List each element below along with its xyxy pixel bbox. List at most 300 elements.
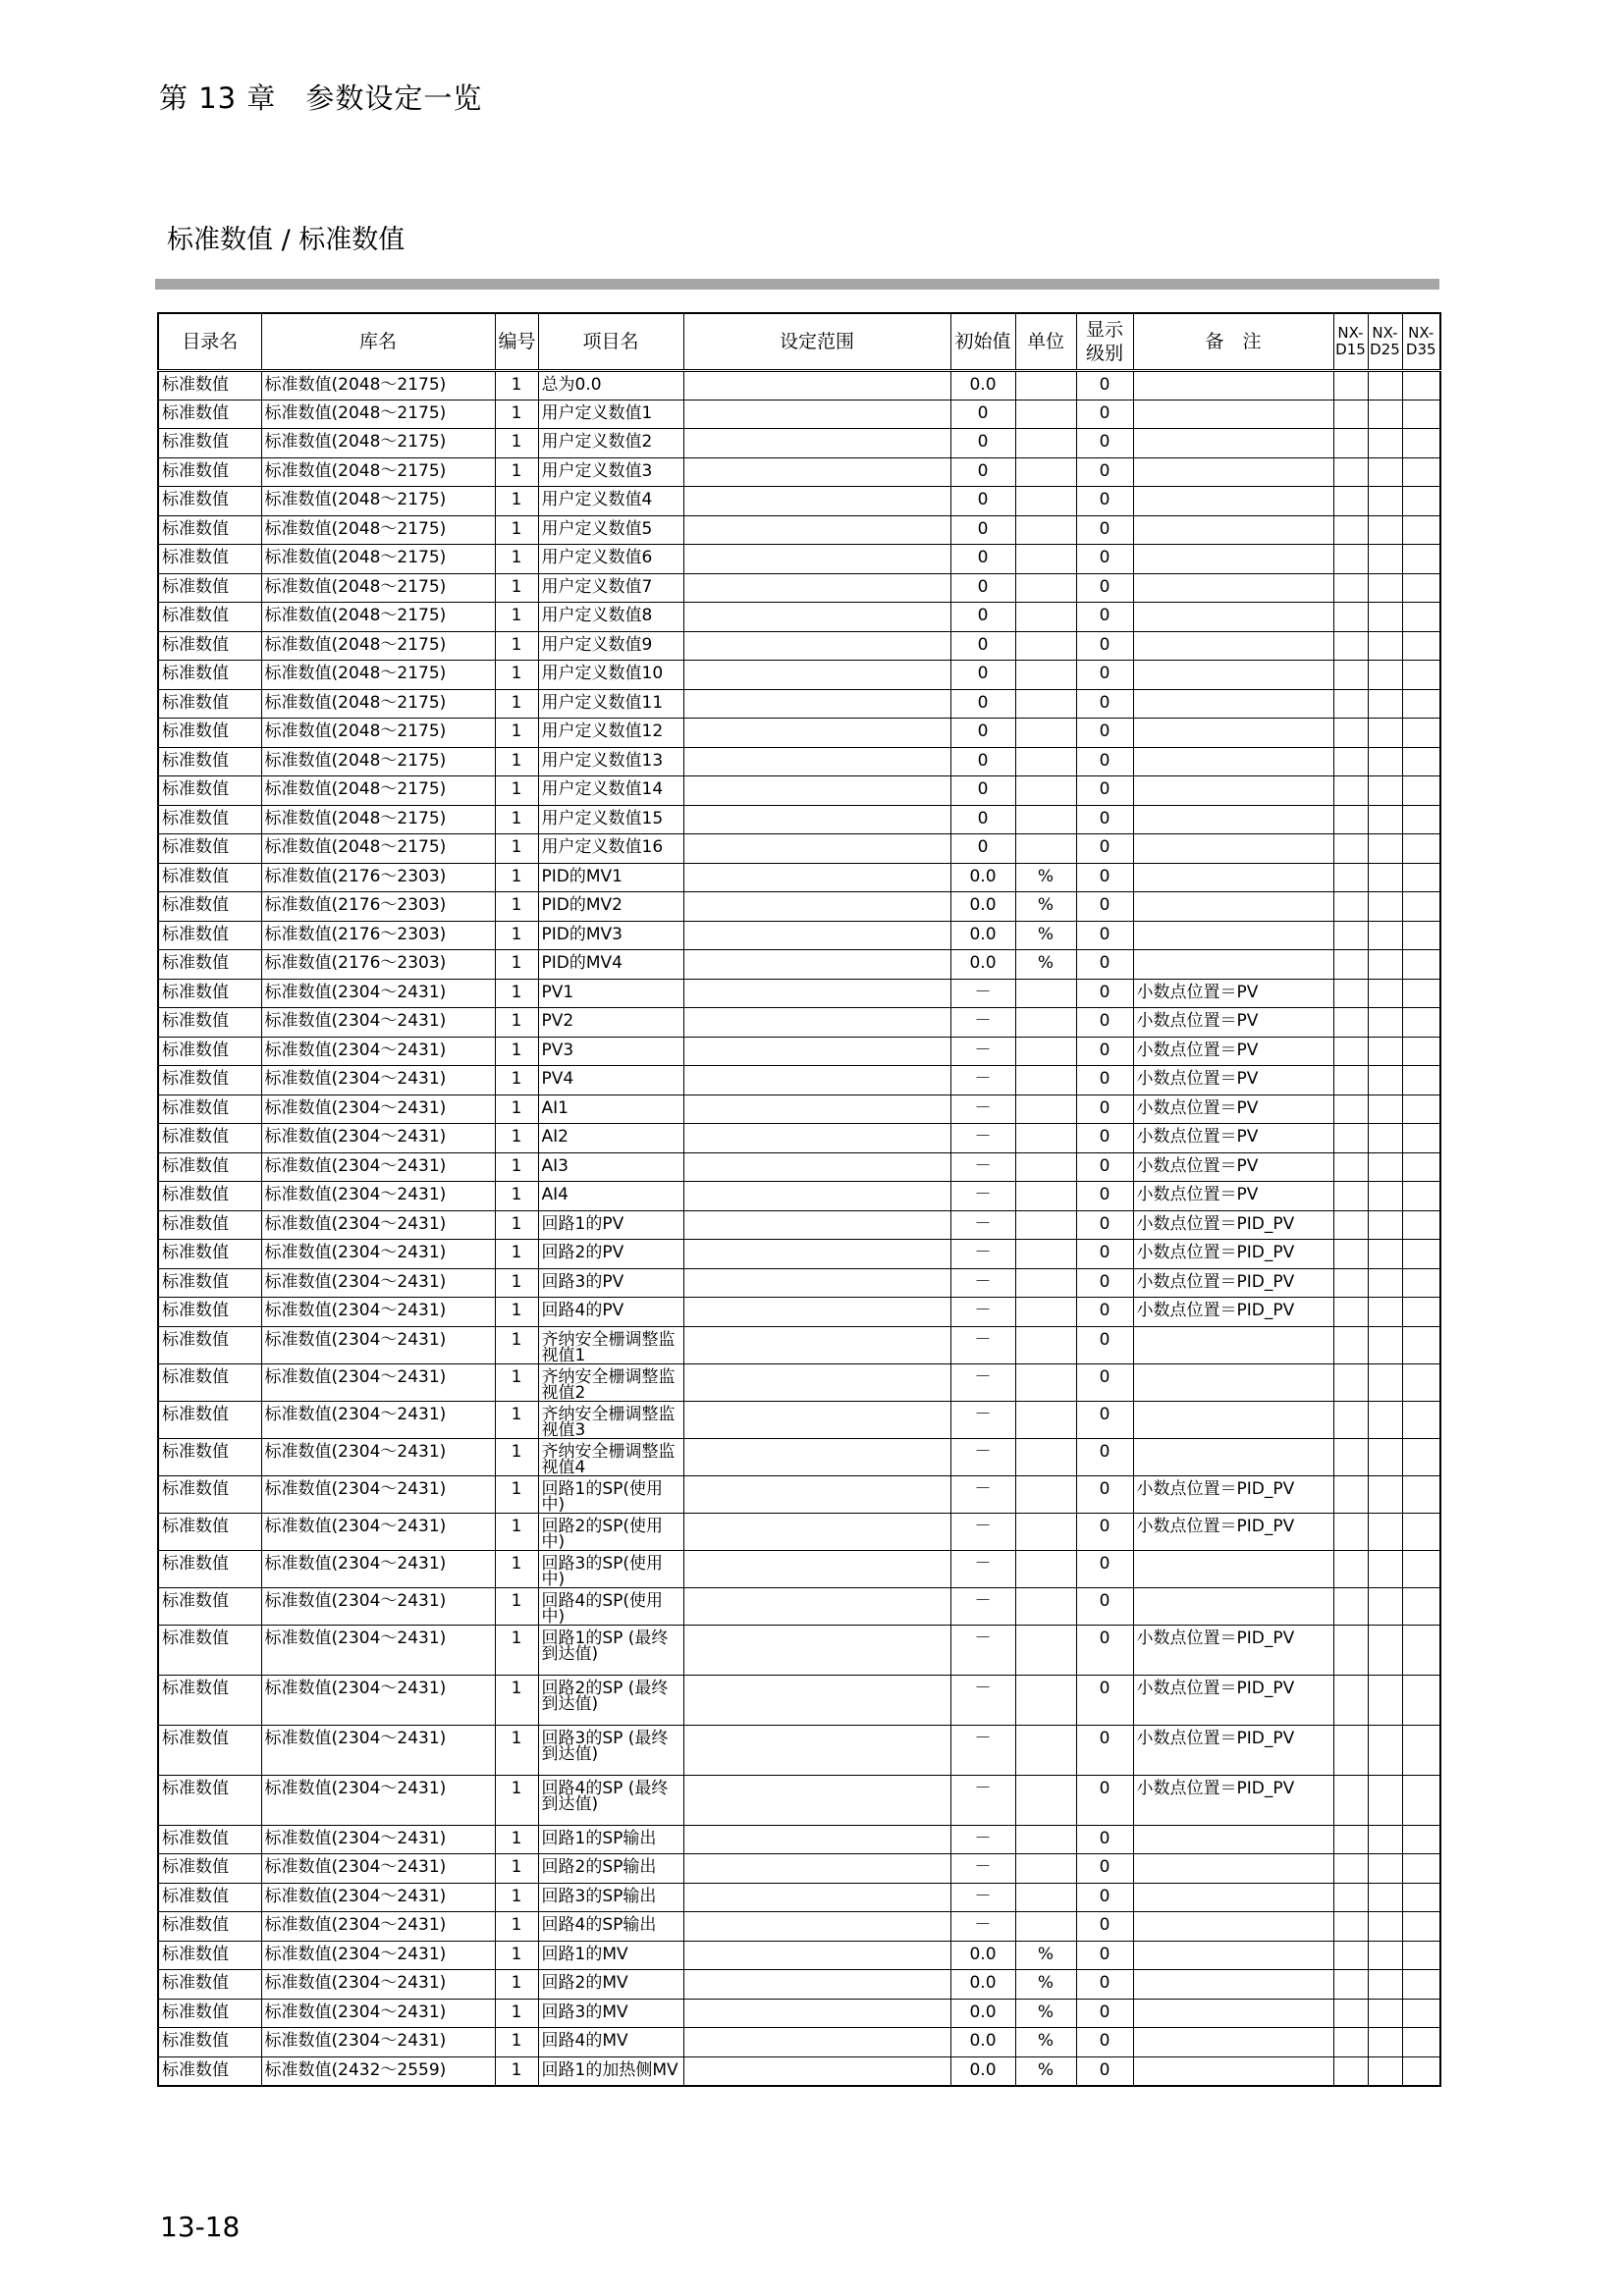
cell-unit [1015,1825,1076,1854]
cell-nx-d15 [1333,2028,1368,2057]
table-row [158,834,1440,864]
cell-nx-d15 [1333,1625,1368,1675]
cell-range [683,545,950,574]
cell-unit [1015,457,1076,487]
cell-number: 1 [495,921,538,950]
cell-item: 回路2的SP输出 [538,1854,683,1884]
cell-nx-d25 [1368,1912,1402,1942]
cell-nx-d35 [1402,371,1440,400]
cell-nx-d25 [1368,1008,1402,1038]
cell-unit [1015,1066,1076,1095]
cell-range [683,1475,950,1513]
cell-nx-d15 [1333,1037,1368,1066]
cell-unit [1015,805,1076,834]
cell-range [683,2028,950,2057]
cell-remarks [1133,1550,1333,1587]
cell-range [683,1675,950,1725]
cell-library: 标准数值(2304～2431) [261,1037,495,1066]
cell-library: 标准数值(2304～2431) [261,1124,495,1153]
cell-initial: 0.0 [950,892,1015,922]
cell-unit: % [1015,2028,1076,2057]
cell-nx-d15 [1333,1066,1368,1095]
cell-range [683,1941,950,1970]
cell-remarks [1133,1941,1333,1970]
table-row [158,371,1440,400]
cell-nx-d25 [1368,429,1402,458]
cell-nx-d15 [1333,1182,1368,1211]
cell-initial: － [950,1587,1015,1625]
cell-nx-d35 [1402,1008,1440,1038]
table-row [158,1912,1440,1942]
cell-number: 1 [495,1825,538,1854]
cell-unit [1015,689,1076,719]
cell-range [683,921,950,950]
cell-initial: － [950,1625,1015,1675]
cell-initial: － [950,1268,1015,1298]
cell-initial: 0.0 [950,1970,1015,2000]
cell-nx-d35 [1402,1363,1440,1401]
cell-initial: 0 [950,661,1015,690]
cell-nx-d15 [1333,719,1368,748]
cell-number: 1 [495,834,538,864]
cell-catalog: 标准数值 [158,515,261,545]
cell-nx-d35 [1402,950,1440,980]
cell-unit [1015,776,1076,806]
cell-remarks: 小数点位置＝PV [1133,979,1333,1008]
cell-nx-d15 [1333,1095,1368,1124]
cell-range [683,689,950,719]
cell-range [683,1438,950,1475]
cell-nx-d25 [1368,1775,1402,1825]
cell-item: 用户定义数值12 [538,719,683,748]
table-row [158,1625,1440,1675]
cell-nx-d25 [1368,1363,1402,1401]
cell-catalog: 标准数值 [158,979,261,1008]
cell-nx-d15 [1333,1268,1368,1298]
cell-nx-d25 [1368,457,1402,487]
cell-initial: － [950,1475,1015,1513]
cell-display-level: 0 [1076,1725,1133,1775]
cell-nx-d25 [1368,371,1402,400]
table-row [158,1854,1440,1884]
cell-number: 1 [495,805,538,834]
table-row [158,1240,1440,1269]
cell-number: 1 [495,603,538,632]
cell-library: 标准数值(2304～2431) [261,2028,495,2057]
cell-initial: － [950,1438,1015,1475]
cell-library: 标准数值(2304～2431) [261,1999,495,2028]
cell-catalog: 标准数值 [158,1675,261,1725]
cell-remarks [1133,400,1333,429]
cell-range [683,979,950,1008]
table-header-row [158,313,1440,371]
cell-nx-d35 [1402,1825,1440,1854]
cell-range [683,1152,950,1182]
cell-nx-d15 [1333,1941,1368,1970]
cell-nx-d25 [1368,1513,1402,1550]
cell-remarks [1133,1438,1333,1475]
table-row [158,429,1440,458]
cell-library: 标准数值(2048～2175) [261,400,495,429]
cell-nx-d25 [1368,921,1402,950]
cell-display-level: 0 [1076,1970,1133,2000]
cell-item: 回路1的SP输出 [538,1825,683,1854]
table-row [158,1513,1440,1550]
cell-initial: － [950,1675,1015,1725]
cell-display-level: 0 [1076,1363,1133,1401]
cell-number: 1 [495,1401,538,1438]
cell-range [683,1008,950,1038]
cell-nx-d35 [1402,1912,1440,1942]
table-row [158,776,1440,806]
cell-initial: － [950,1513,1015,1550]
cell-catalog: 标准数值 [158,545,261,574]
cell-initial: － [950,1854,1015,1884]
cell-nx-d35 [1402,1182,1440,1211]
cell-display-level: 0 [1076,603,1133,632]
cell-number: 1 [495,631,538,661]
cell-remarks [1133,515,1333,545]
cell-nx-d15 [1333,776,1368,806]
table-row [158,689,1440,719]
cell-display-level: 0 [1076,1587,1133,1625]
cell-library: 标准数值(2048～2175) [261,834,495,864]
cell-catalog: 标准数值 [158,1587,261,1625]
table-row [158,921,1440,950]
cell-unit: % [1015,1970,1076,2000]
cell-nx-d35 [1402,747,1440,776]
cell-catalog: 标准数值 [158,1210,261,1240]
table-row [158,545,1440,574]
cell-number: 1 [495,1625,538,1675]
cell-catalog: 标准数值 [158,1941,261,1970]
cell-initial: － [950,1240,1015,1269]
cell-range [683,603,950,632]
cell-number: 1 [495,1363,538,1401]
cell-display-level: 0 [1076,1401,1133,1438]
cell-catalog: 标准数值 [158,1825,261,1854]
cell-remarks [1133,719,1333,748]
cell-display-level: 0 [1076,2028,1133,2057]
cell-nx-d25 [1368,1152,1402,1182]
cell-remarks [1133,747,1333,776]
cell-unit [1015,631,1076,661]
cell-catalog: 标准数值 [158,863,261,892]
cell-nx-d25 [1368,1625,1402,1675]
cell-display-level: 0 [1076,1912,1133,1942]
cell-nx-d15 [1333,1008,1368,1038]
cell-nx-d25 [1368,1725,1402,1775]
cell-catalog: 标准数值 [158,689,261,719]
table-row [158,805,1440,834]
cell-library: 标准数值(2304～2431) [261,1475,495,1513]
cell-nx-d15 [1333,805,1368,834]
cell-catalog: 标准数值 [158,921,261,950]
cell-nx-d35 [1402,1854,1440,1884]
cell-display-level: 0 [1076,661,1133,690]
cell-nx-d25 [1368,1326,1402,1363]
cell-library: 标准数值(2176～2303) [261,863,495,892]
cell-item: 回路1的PV [538,1210,683,1240]
cell-unit [1015,1438,1076,1475]
cell-nx-d15 [1333,1775,1368,1825]
cell-display-level: 0 [1076,1008,1133,1038]
cell-remarks [1133,805,1333,834]
cell-nx-d35 [1402,1970,1440,2000]
cell-nx-d35 [1402,573,1440,603]
cell-remarks [1133,487,1333,516]
cell-number: 1 [495,515,538,545]
cell-nx-d35 [1402,2028,1440,2057]
table-row [158,1970,1440,2000]
cell-number: 1 [495,719,538,748]
cell-remarks: 小数点位置＝PV [1133,1182,1333,1211]
cell-nx-d15 [1333,515,1368,545]
cell-library: 标准数值(2176～2303) [261,921,495,950]
cell-remarks [1133,776,1333,806]
cell-remarks [1133,1401,1333,1438]
cell-nx-d15 [1333,1210,1368,1240]
cell-item: 回路1的SP (最终到达值) [538,1625,683,1675]
cell-unit [1015,1240,1076,1269]
table-row [158,1825,1440,1854]
cell-nx-d25 [1368,1475,1402,1513]
cell-initial: － [950,1066,1015,1095]
cell-initial: 0 [950,631,1015,661]
cell-nx-d35 [1402,1675,1440,1725]
cell-remarks [1133,921,1333,950]
table-row [158,1550,1440,1587]
cell-item: PID的MV1 [538,863,683,892]
cell-library: 标准数值(2048～2175) [261,719,495,748]
cell-remarks [1133,545,1333,574]
cell-nx-d25 [1368,1438,1402,1475]
header-nx-d35: NX- D35 [1402,313,1440,371]
cell-initial: 0 [950,834,1015,864]
cell-item: 用户定义数值15 [538,805,683,834]
cell-nx-d25 [1368,689,1402,719]
cell-library: 标准数值(2432～2559) [261,2056,495,2086]
cell-item: 用户定义数值8 [538,603,683,632]
cell-nx-d35 [1402,776,1440,806]
cell-library: 标准数值(2048～2175) [261,776,495,806]
chapter-title: 第 13 章 参数设定一览 [159,81,483,115]
cell-nx-d15 [1333,429,1368,458]
table-row [158,603,1440,632]
cell-display-level: 0 [1076,429,1133,458]
cell-nx-d35 [1402,1124,1440,1153]
cell-remarks [1133,1854,1333,1884]
cell-library: 标准数值(2304～2431) [261,1326,495,1363]
cell-library: 标准数值(2304～2431) [261,1725,495,1775]
cell-item: 齐纳安全栅调整监视值1 [538,1326,683,1363]
cell-nx-d35 [1402,892,1440,922]
cell-nx-d25 [1368,1854,1402,1884]
cell-nx-d35 [1402,1941,1440,1970]
cell-item: 回路3的SP (最终到达值) [538,1725,683,1775]
cell-number: 1 [495,429,538,458]
cell-display-level: 0 [1076,863,1133,892]
cell-remarks [1133,2056,1333,2086]
cell-unit: % [1015,1941,1076,1970]
cell-unit [1015,1725,1076,1775]
cell-range [683,400,950,429]
cell-range [683,371,950,400]
cell-item: 用户定义数值5 [538,515,683,545]
cell-catalog: 标准数值 [158,1124,261,1153]
cell-nx-d25 [1368,1066,1402,1095]
cell-display-level: 0 [1076,631,1133,661]
cell-nx-d15 [1333,631,1368,661]
cell-range [683,776,950,806]
cell-display-level: 0 [1076,1883,1133,1912]
cell-nx-d15 [1333,1438,1368,1475]
cell-nx-d15 [1333,2056,1368,2086]
cell-unit [1015,1513,1076,1550]
cell-library: 标准数值(2304～2431) [261,1912,495,1942]
cell-nx-d15 [1333,1401,1368,1438]
cell-unit [1015,371,1076,400]
cell-unit [1015,515,1076,545]
cell-display-level: 0 [1076,1095,1133,1124]
cell-catalog: 标准数值 [158,1326,261,1363]
cell-display-level: 0 [1076,573,1133,603]
cell-initial: 0.0 [950,371,1015,400]
cell-catalog: 标准数值 [158,834,261,864]
cell-initial: 0.0 [950,921,1015,950]
cell-item: 回路1的加热侧MV [538,2056,683,2086]
header-nx-d25: NX- D25 [1368,313,1402,371]
cell-item: 回路2的MV [538,1970,683,2000]
cell-catalog: 标准数值 [158,1999,261,2028]
cell-catalog: 标准数值 [158,776,261,806]
table-row [158,1268,1440,1298]
cell-nx-d15 [1333,400,1368,429]
cell-display-level: 0 [1076,1825,1133,1854]
cell-number: 1 [495,2028,538,2057]
table-row [158,1095,1440,1124]
table-row [158,1037,1440,1066]
cell-nx-d15 [1333,1825,1368,1854]
cell-remarks [1133,1883,1333,1912]
cell-number: 1 [495,400,538,429]
cell-nx-d15 [1333,892,1368,922]
cell-range [683,1326,950,1363]
header-item: 项目名 [538,313,683,371]
cell-item: PV2 [538,1008,683,1038]
cell-catalog: 标准数值 [158,1095,261,1124]
cell-initial: － [950,1883,1015,1912]
cell-display-level: 0 [1076,1066,1133,1095]
cell-item: 用户定义数值2 [538,429,683,458]
cell-item: AI4 [538,1182,683,1211]
cell-display-level: 0 [1076,1941,1133,1970]
cell-nx-d25 [1368,805,1402,834]
cell-nx-d25 [1368,834,1402,864]
cell-range [683,1298,950,1327]
cell-nx-d15 [1333,1475,1368,1513]
cell-initial: － [950,1124,1015,1153]
cell-number: 1 [495,573,538,603]
cell-display-level: 0 [1076,1475,1133,1513]
cell-catalog: 标准数值 [158,1513,261,1550]
cell-range [683,1912,950,1942]
cell-library: 标准数值(2304～2431) [261,1675,495,1725]
cell-number: 1 [495,747,538,776]
cell-number: 1 [495,1182,538,1211]
cell-nx-d35 [1402,1326,1440,1363]
cell-nx-d35 [1402,1513,1440,1550]
cell-number: 1 [495,776,538,806]
cell-nx-d15 [1333,1912,1368,1942]
cell-remarks [1133,1970,1333,2000]
cell-nx-d15 [1333,1240,1368,1269]
cell-unit [1015,1401,1076,1438]
cell-initial: 0 [950,545,1015,574]
cell-unit [1015,1550,1076,1587]
cell-library: 标准数值(2304～2431) [261,1095,495,1124]
cell-number: 1 [495,1675,538,1725]
cell-number: 1 [495,950,538,980]
cell-library: 标准数值(2304～2431) [261,1008,495,1038]
cell-unit [1015,487,1076,516]
cell-display-level: 0 [1076,776,1133,806]
cell-nx-d25 [1368,1037,1402,1066]
cell-nx-d35 [1402,1587,1440,1625]
cell-item: 用户定义数值9 [538,631,683,661]
cell-number: 1 [495,689,538,719]
cell-display-level: 0 [1076,1326,1133,1363]
cell-nx-d15 [1333,1363,1368,1401]
cell-initial: 0 [950,573,1015,603]
cell-nx-d15 [1333,1587,1368,1625]
cell-item: 回路2的SP (最终到达值) [538,1675,683,1725]
cell-nx-d25 [1368,573,1402,603]
cell-initial: － [950,1725,1015,1775]
cell-library: 标准数值(2048～2175) [261,631,495,661]
cell-nx-d35 [1402,1550,1440,1587]
table-row [158,661,1440,690]
cell-initial: 0.0 [950,2056,1015,2086]
cell-display-level: 0 [1076,892,1133,922]
cell-nx-d15 [1333,1550,1368,1587]
cell-display-level: 0 [1076,457,1133,487]
cell-item: 用户定义数值3 [538,457,683,487]
cell-display-level: 0 [1076,545,1133,574]
cell-nx-d25 [1368,2028,1402,2057]
cell-catalog: 标准数值 [158,1182,261,1211]
cell-display-level: 0 [1076,1182,1133,1211]
cell-remarks: 小数点位置＝PID_PV [1133,1513,1333,1550]
cell-library: 标准数值(2304～2431) [261,1825,495,1854]
cell-range [683,1825,950,1854]
cell-number: 1 [495,1008,538,1038]
cell-display-level: 0 [1076,921,1133,950]
cell-nx-d35 [1402,1240,1440,1269]
cell-nx-d35 [1402,979,1440,1008]
cell-nx-d35 [1402,1268,1440,1298]
cell-unit [1015,1298,1076,1327]
cell-catalog: 标准数值 [158,1240,261,1269]
cell-item: 回路4的PV [538,1298,683,1327]
cell-remarks [1133,1999,1333,2028]
cell-number: 1 [495,1298,538,1327]
cell-nx-d15 [1333,950,1368,980]
cell-nx-d25 [1368,863,1402,892]
cell-remarks [1133,1825,1333,1854]
cell-number: 1 [495,1725,538,1775]
cell-remarks [1133,2028,1333,2057]
